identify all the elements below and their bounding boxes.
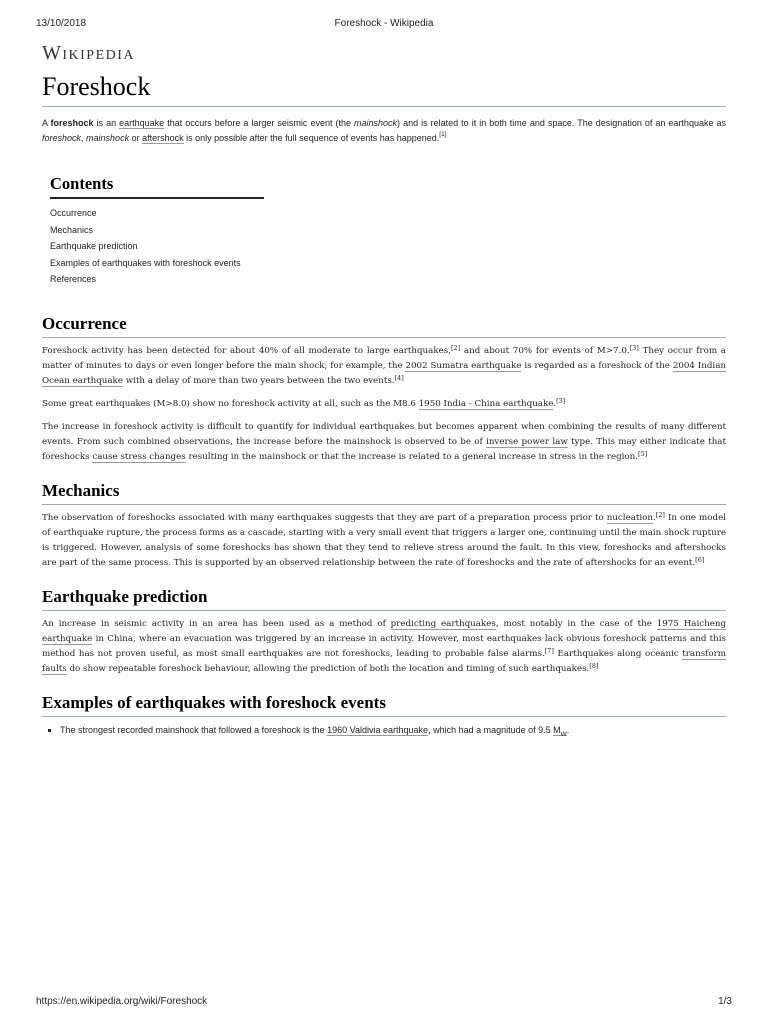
toc-item-occurrence[interactable]: Occurrence	[50, 208, 97, 218]
section-earthquake-prediction	[42, 587, 726, 677]
link-1950-india-china-earthquake[interactable]: 1950 India - China earthquake	[418, 398, 554, 409]
heading-occurrence: Occurrence	[42, 314, 726, 338]
link-moment-magnitude[interactable]: $M_W$	[553, 724, 567, 738]
ref-2[interactable]: [2]	[655, 510, 665, 519]
examples-list	[42, 723, 726, 742]
link-aftershock[interactable]: aftershock	[142, 133, 184, 143]
heading-mechanics: Mechanics	[42, 481, 726, 505]
toc-item-mechanics[interactable]: Mechanics	[50, 224, 94, 235]
prediction-paragraph-1: An increase in seismic activity in an area has been used as a method of predicting earthquakes, most notably in the case of the 1975 Haicheng earthquake in China, where an evacuation was triggered by an increase in activity. However, most earthquakes lack obvious foreshock patterns and this method has not proven useful, as most small earthquakes are not foreshocks, leading to probable false alarms.[7] Earthquakes along oceanic transform faults do show repeatable foreshock behaviour, allowing the prediction of both the location and timing of such earthquakes.[8]	[42, 618, 727, 674]
table-of-contents	[50, 174, 264, 288]
print-header	[36, 18, 732, 32]
print-date: 13/10/2018	[36, 18, 87, 29]
link-2004-indian-ocean-earthquake[interactable]: 2004 Indian Ocean earthquake	[42, 360, 726, 386]
section-mechanics	[42, 481, 726, 571]
section-occurrence	[42, 314, 726, 465]
link-earthquake[interactable]: earthquake	[119, 118, 165, 128]
link-cause-stress-changes[interactable]: cause stress changes	[92, 451, 186, 462]
ref-6[interactable]: [6]	[695, 555, 705, 564]
occurrence-paragraph-3: The increase in foreshock activity is difficult to quantify for individual earthquakes but becomes apparent when combining the results of many different events. From such combined observations, the increase before the mainshock is observed to be of inverse power law type. This may either indicate that foreshocks cause stress changes resulting in the mainshock or that the increase is related to a general increase in stress in the region.[5]	[42, 421, 726, 462]
lead-bold-term: foreshock	[50, 118, 94, 128]
list-item: ▪ The strongest recorded mainshock that followed a foreshock is the 1960 Valdivia earthquake, which had a magnitude of 9.5 $M_W$.	[60, 723, 726, 742]
link-nucleation[interactable]: nucleation	[606, 512, 653, 523]
occurrence-paragraph-2: Some great earthquakes (M>8.0) show no foreshock activity at all, such as the M8.6 1950 India - China earthquake.[3]	[42, 396, 566, 409]
page-title: Foreshock	[42, 72, 726, 107]
ref-3[interactable]: [3]	[556, 396, 566, 405]
link-inverse-power-law[interactable]: inverse power law	[486, 436, 568, 447]
ref-1[interactable]: [1]	[439, 131, 447, 138]
page-number: 1/3	[718, 996, 732, 1007]
print-page-title: Foreshock - Wikipedia	[334, 18, 434, 29]
link-1975-haicheng-earthquake[interactable]: 1975 Haicheng earthquake	[42, 618, 727, 644]
ref-5[interactable]: [5]	[638, 449, 648, 458]
wikipedia-logo[interactable]: Wikipedia	[42, 42, 136, 64]
heading-examples: Examples of earthquakes with foreshock events	[42, 693, 726, 717]
print-url: https://en.wikipedia.org/wiki/Foreshock	[36, 996, 208, 1007]
ref-3[interactable]: [3]	[629, 343, 639, 352]
mechanics-paragraph-1: The observation of foreshocks associated with many earthquakes suggests that they are part of a preparation process prior to nucleation.[2] In one model of earthquake rupture, the process forms as a cascade, starting with a very small event that triggers a larger one, continuing until the main shock rupture is triggered. However, analysis of some foreshocks has shown that they tend to relieve stress around the fault. In this view, foreshocks and aftershocks are part of the same process. This is supported by an observed relationship between the rate of foreshocks and the rate of aftershocks for an event.[6]	[42, 510, 726, 568]
toc-item-examples[interactable]: Examples of earthquakes with foreshock events	[50, 257, 241, 268]
section-examples	[42, 693, 726, 742]
article-content	[42, 38, 726, 741]
toc-item-earthquake-prediction[interactable]: Earthquake prediction	[50, 241, 138, 251]
lead-paragraph: A foreshock is an earthquake that occurs before a larger seismic event (the mainshock) and is related to it in both time and space. The designation of an earthquake as foreshock, mainshock or aftershock is only possible after the full sequence of events has happened.[1]	[42, 118, 726, 143]
link-1960-valdivia-earthquake[interactable]: 1960 Valdivia earthquake	[327, 724, 429, 735]
link-predicting-earthquakes[interactable]: predicting earthquakes	[390, 618, 496, 629]
ref-4[interactable]: [4]	[394, 373, 404, 382]
ref-7[interactable]: [7]	[544, 646, 554, 655]
toc-item-references[interactable]: References	[50, 274, 97, 284]
toc-title: Contents	[50, 174, 264, 199]
heading-earthquake-prediction: Earthquake prediction	[42, 587, 726, 611]
print-footer	[36, 996, 732, 1010]
link-transform-faults[interactable]: transform faults	[42, 648, 726, 674]
ref-8[interactable]: [8]	[589, 661, 599, 670]
link-2002-sumatra-earthquake[interactable]: 2002 Sumatra earthquake	[405, 360, 522, 371]
occurrence-paragraph-1: Foreshock activity has been detected for about 40% of all moderate to large earthquakes,[2] and about 70% for events of M>7.0.[3] They occur from a matter of minutes to days or even longer before the main shock; for example, the 2002 Sumatra earthquake is regarded as a foreshock of the 2004 Indian Ocean earthquake with a delay of more than two years between the two events.[4]	[42, 343, 726, 386]
ref-2[interactable]: [2]	[450, 343, 461, 352]
